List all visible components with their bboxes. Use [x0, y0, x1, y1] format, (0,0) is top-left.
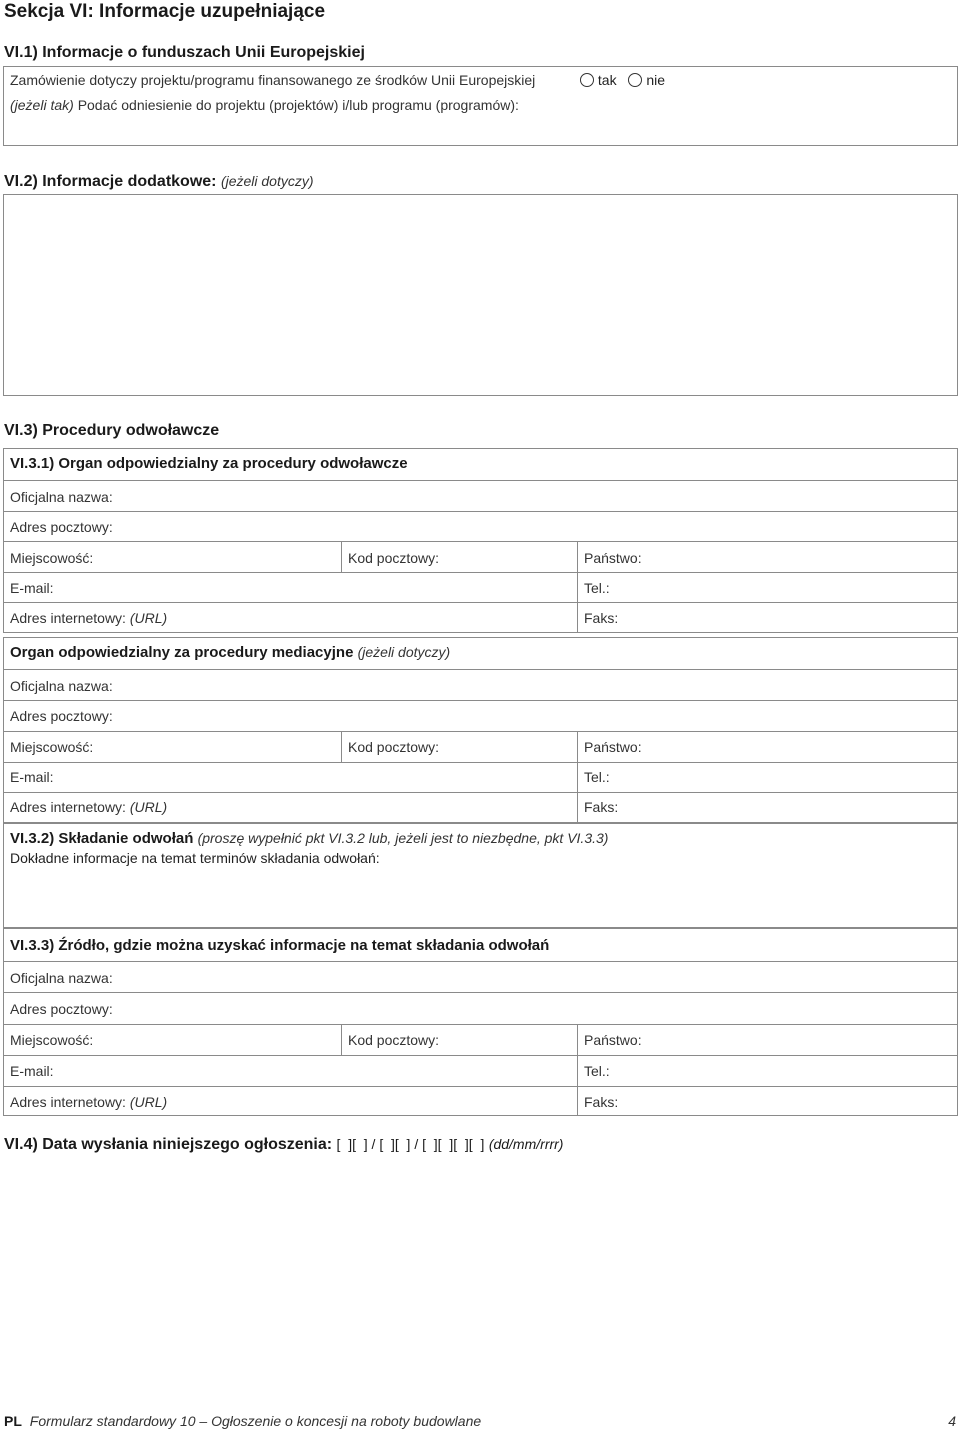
- mediation-url-label: Adres internetowy:: [10, 799, 126, 815]
- vi32-heading-line: [10, 830, 608, 847]
- review-town[interactable]: Miejscowość:: [10, 550, 94, 566]
- vi3-heading: VI.3) Procedury odwoławcze: [4, 422, 220, 439]
- mediation-country[interactable]: Państwo:: [584, 739, 642, 755]
- footer: [4, 1413, 481, 1429]
- footer-lang: PL: [4, 1413, 22, 1429]
- source-official-name[interactable]: Oficjalna nazwa:: [10, 970, 113, 986]
- review-official-name[interactable]: Oficjalna nazwa:: [10, 489, 113, 505]
- mediation-body-box: [3, 637, 958, 823]
- mediation-postal-code[interactable]: Kod pocztowy:: [348, 739, 440, 755]
- source-email[interactable]: E-mail:: [10, 1063, 54, 1079]
- vi32-note: (proszę wypełnić pkt VI.3.2 lub, jeżeli jest to niezbędne, pkt VI.3.3): [197, 830, 609, 846]
- vi32-heading: VI.3.2) Składanie odwołań: [10, 830, 194, 847]
- section-title: Sekcja VI: Informacje uzupełniające: [4, 1, 326, 22]
- vi32-text: Dokładne informacje na temat terminów składania odwołań:: [10, 850, 380, 866]
- additional-info-field[interactable]: [3, 194, 958, 396]
- appeals-info-source-box: [3, 928, 958, 1116]
- dispatch-date-field[interactable]: [ ][ ] / [ ][ ] / [ ][ ][ ][ ]: [336, 1136, 485, 1152]
- review-tel[interactable]: Tel.:: [584, 580, 610, 596]
- source-url-suffix: (URL): [129, 1094, 168, 1110]
- mediation-fax[interactable]: Faks:: [584, 799, 619, 815]
- mediation-url[interactable]: [10, 799, 167, 815]
- eu-reference-text: Podać odniesienie do projektu (projektów) i/lub programu (programów):: [77, 97, 519, 113]
- vi33-heading: VI.3.3) Źródło, gdzie można uzyskać informacje na temat składania odwołań: [10, 937, 550, 954]
- date-format-hint: (dd/mm/rrrr): [488, 1136, 564, 1152]
- source-url[interactable]: [10, 1094, 167, 1110]
- page-number: 4: [948, 1413, 956, 1429]
- eu-reference-label: [10, 97, 519, 113]
- source-postal-code[interactable]: Kod pocztowy:: [348, 1032, 440, 1048]
- mediation-tel[interactable]: Tel.:: [584, 769, 610, 785]
- review-fax[interactable]: Faks:: [584, 610, 619, 626]
- review-postal-code[interactable]: Kod pocztowy:: [348, 550, 440, 566]
- review-postal-address[interactable]: Adres pocztowy:: [10, 519, 113, 535]
- radio-no-label: nie: [646, 72, 666, 88]
- vi2-note: (jeżeli dotyczy): [220, 173, 314, 189]
- mediation-heading-line: [10, 644, 450, 661]
- vi31-heading: VI.3.1) Organ odpowiedzialny za procedury odwoławcze: [10, 455, 408, 472]
- vi2-heading-line: [4, 173, 314, 191]
- review-url-suffix: (URL): [129, 610, 168, 626]
- source-url-label: Adres internetowy:: [10, 1094, 126, 1110]
- source-country[interactable]: Państwo:: [584, 1032, 642, 1048]
- review-email[interactable]: E-mail:: [10, 580, 54, 596]
- eu-funds-question: Zamówienie dotyczy projektu/programu finansowanego ze środków Unii Europejskiej: [10, 72, 536, 88]
- radio-yes[interactable]: [580, 73, 594, 87]
- vi4-heading: VI.4) Data wysłania niniejszego ogłoszenia:: [4, 1136, 333, 1153]
- radio-no[interactable]: [628, 73, 642, 87]
- mediation-heading: Organ odpowiedzialny za procedury mediacyjne: [10, 644, 354, 661]
- review-country[interactable]: Państwo:: [584, 550, 642, 566]
- radio-yes-label: tak: [597, 72, 617, 88]
- eu-reference-prefix: (jeżeli tak): [10, 97, 74, 113]
- source-postal-address[interactable]: Adres pocztowy:: [10, 1001, 113, 1017]
- source-tel[interactable]: Tel.:: [584, 1063, 610, 1079]
- vi2-heading: VI.2) Informacje dodatkowe:: [4, 173, 217, 190]
- mediation-note: (jeżeli dotyczy): [357, 644, 451, 660]
- source-fax[interactable]: Faks:: [584, 1094, 619, 1110]
- source-town[interactable]: Miejscowość:: [10, 1032, 94, 1048]
- mediation-town[interactable]: Miejscowość:: [10, 739, 94, 755]
- eu-funds-options: [580, 72, 665, 88]
- vi1-heading: VI.1) Informacje o funduszach Unii Europejskiej: [4, 44, 365, 61]
- review-url[interactable]: [10, 610, 167, 626]
- mediation-postal-address[interactable]: Adres pocztowy:: [10, 708, 113, 724]
- review-url-label: Adres internetowy:: [10, 610, 126, 626]
- vi4-line: [4, 1136, 563, 1154]
- mediation-email[interactable]: E-mail:: [10, 769, 54, 785]
- mediation-url-suffix: (URL): [129, 799, 168, 815]
- mediation-official-name[interactable]: Oficjalna nazwa:: [10, 678, 113, 694]
- footer-title: Formularz standardowy 10 – Ogłoszenie o koncesji na roboty budowlane: [29, 1413, 482, 1429]
